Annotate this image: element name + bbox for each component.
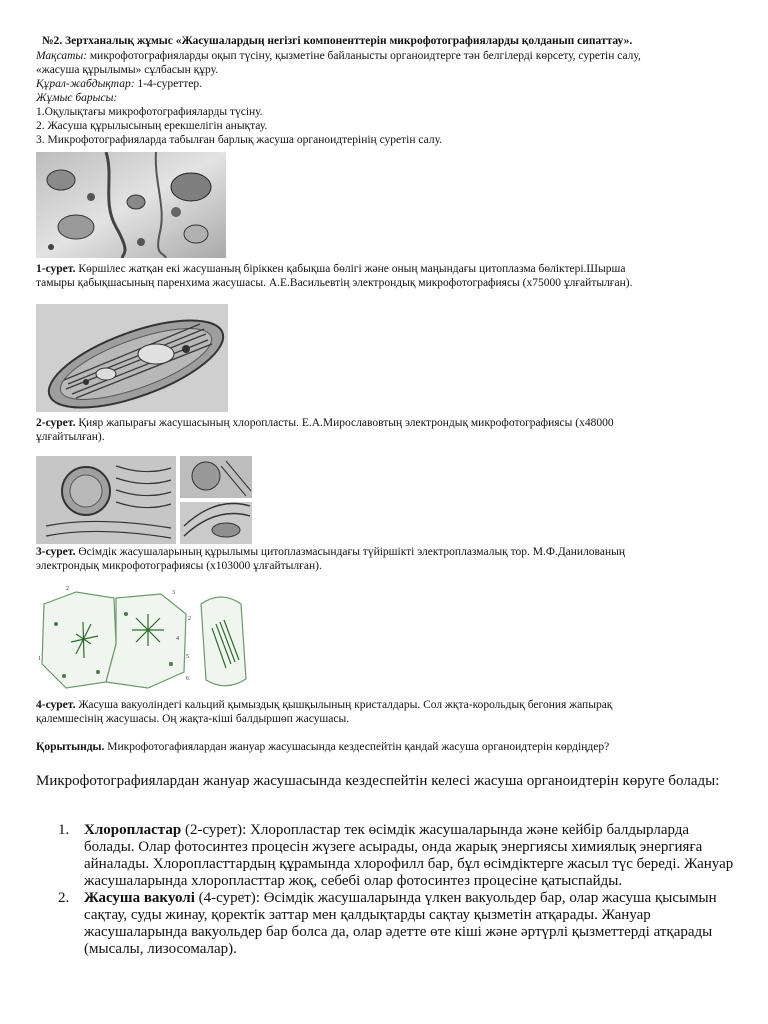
answer-item-2-term: Жасуша вакуолі — [84, 890, 195, 906]
answer-item-2: 2. Жасуша вакуолі (4-сурет): Өсімдік жасушаларында үлкен вакуольдер бар, олар жасуша қысымын сақтау, суды жинау, қоректік заттар мен қалдықтарды сақтау қызметін атқарады. Жануар жасушаларында вакуольдер бар болса да, олар әдетте өте кіші және әртүрлі қызметтерді атқарады (мысалы, лизосомалар). — [58, 890, 717, 957]
fig4-label-g: 6 — [186, 676, 189, 682]
figure-3-caption-2: электрондық микрофотографиясы (х103000 ұлғайтылған). — [36, 560, 322, 572]
answer-item-2-text: (4-сурет): Өсімдік жасушаларында үлкен вакуольдер бар, олар жасуша қысымын сақтау, суды жинау, қоректік заттар мен қалдықтарды сақтау қызметін атқарады. Жануар жасушаларында вакуольдер бар болса да, олар әдетте өте кіші және әртүрлі қызметтерді атқарады (мысалы, лизосомалар). — [84, 890, 717, 957]
step-3: 3. Микрофотографияларда табылған барлық жасуша органоидтерінің суретін салу. — [36, 134, 443, 146]
figure-1-caption-2: тамыры қабықшасының паренхима жасушасы. А.Е.Васильевтің электрондық микрофотографиясы (х75000 ұлғайтылған). — [36, 277, 633, 289]
figure-1-micrograph — [36, 152, 226, 258]
document-page — [36, 34, 736, 147]
figure-4-label: 4-сурет. — [36, 699, 76, 711]
progress-label: Жұмыс барысы: — [36, 92, 118, 104]
fig4-label-b: 1 — [38, 656, 41, 662]
fig4-label-e: 4 — [176, 636, 179, 642]
figure-2-micrograph — [36, 304, 228, 412]
figure-4-caption-2: қалемшесінің жасушасы. Оң жақта-кіші балдыршөп жасушасы. — [36, 713, 350, 725]
figure-2-caption-2: ұлғайтылған). — [36, 431, 105, 443]
figure-2-caption: 2-сурет. Қияр жапырағы жасушасының хлоропласты. Е.А.Мирославовтың электрондық микрофотографиясы (х48000 — [36, 417, 614, 429]
lab-title: №2. Зертханалық жұмыс «Жасушалардың негізгі компоненттерін микрофотографияларды қолданып сипаттау». — [42, 35, 633, 47]
conclusion-question: Қорытынды. Микрофотогафиялардан жануар жасушасында кездеспейтін қандай жасуша органоидтерін көрдіңдер? — [36, 741, 610, 753]
figure-4-drawing — [36, 584, 252, 694]
answer-item-1: 1. Хлоропластар (2-сурет): Хлоропластар тек өсімдік жасушаларында және кейбір балдырларда болады. Олар фотосинтез процесін жүзеге асырады, онда жарық энергиясы химиялық энергияға айналады. Хлоропласттардың құрамында хлорофилл бар, бұл өсімдіктерге жасыл түс береді. Жануар жасушаларында хлоропласттар жоқ, себебі олар фотосинтез процесіне қатыспайды. — [58, 822, 734, 889]
goal-text: микрофотографияларды оқып түсіну, қызметіне байланысты органоидтерге тән белгілерді көрсету, суретін салу, — [87, 50, 641, 62]
equipment-line — [36, 77, 736, 91]
goal-line — [36, 49, 736, 63]
answer-list — [36, 822, 736, 958]
answer-item-1-term: Хлоропластар — [84, 822, 182, 838]
fig4-label-c: 3 — [172, 590, 175, 596]
answer-item-1-text: (2-сурет): Хлоропластар тек өсімдік жасушаларында және кейбір балдырларда болады. Олар фотосинтез процесін жүзеге асырады, онда жарық энергиясы химиялық энергияға айналады. Хлоропласттардың құрамында хлорофилл бар, бұл өсімдіктерге жасыл түс береді. Жануар жасушаларында хлоропласттар жоқ, себебі олар фотосинтез процесіне қатыспайды. — [84, 822, 734, 889]
fig4-label-d: 2 — [188, 616, 191, 622]
step-2: 2. Жасуша құрылысының ерекшелігін анықтау. — [36, 120, 268, 132]
figure-3-caption: 3-сурет. Өсімдік жасушаларының құрылымы цитоплазмасындағы түйіршікті электроплазмалық тор. М.Ф.Данилованың — [36, 546, 625, 558]
figure-3-label: 3-сурет. — [36, 546, 76, 558]
answer-intro: Микрофотографиялардан жануар жасушасында кездеспейтін келесі жасуша органоидтерін көруге болады: — [36, 773, 720, 789]
conclusion-label: Қорытынды. — [36, 741, 105, 753]
fig4-label-f: 5 — [186, 654, 189, 660]
figure-1-caption: 1-сурет. Көршілес жатқан екі жасушаның біріккен қабықша бөлігі және оның маңындағы цитоплазма бөліктері.Шырша — [36, 263, 626, 275]
step-1: 1.Оқулықтағы микрофотографияларды түсіну. — [36, 106, 263, 118]
figure-2-label: 2-сурет. — [36, 417, 76, 429]
goal-line-2: «жасуша құрылымы» сұлбасын құру. — [36, 64, 219, 76]
goal-label: Мақсаты: — [36, 50, 88, 62]
figure-3-micrograph — [36, 456, 252, 544]
figure-1-label: 1-сурет. — [36, 263, 76, 275]
equipment-text: 1-4-суреттер. — [134, 78, 202, 90]
figure-4-caption: 4-сурет. Жасуша вакуоліндегі кальций қымыздық қышқылының кристалдары. Сол жқта-корольдық бегония жапырақ — [36, 699, 613, 711]
fig4-label-a: 2 — [66, 586, 69, 592]
equipment-label: Құрал-жабдықтар: — [36, 78, 135, 90]
